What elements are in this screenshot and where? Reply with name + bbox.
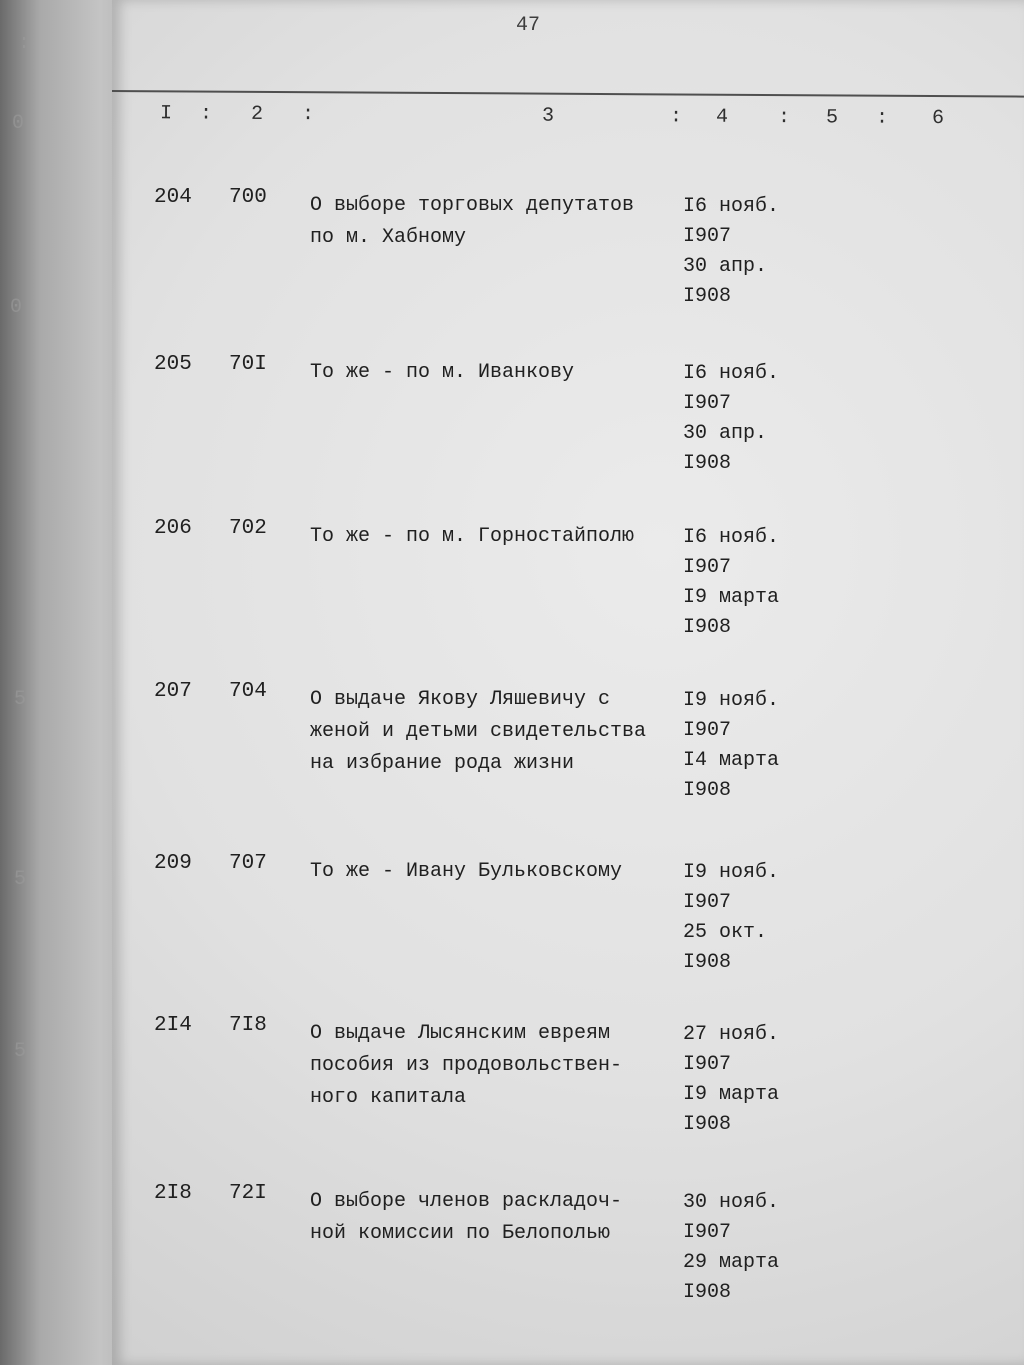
date-line: I9 нояб. [683,689,780,712]
table-row [112,1178,1024,1328]
date-line: I907 [683,1221,732,1244]
record-number: 209 [154,852,192,875]
header-col-5: 5 [825,106,839,130]
header-separator: : [777,106,791,130]
left-ghost-mark: 0 [10,296,23,319]
left-page-strip [0,0,112,1365]
date-line: I907 [683,225,732,248]
record-code: 707 [229,852,267,875]
date-line: I907 [683,719,732,742]
record-code: 702 [229,517,267,540]
record-dates [683,523,828,643]
date-line: I9 марта [683,586,780,609]
table-row [112,349,1024,499]
record-code: 72I [229,1182,267,1205]
record-title: То же - по м. Иванкову [310,361,575,384]
date-line: I908 [683,616,732,639]
record-dates [683,359,828,479]
table-row [112,848,1024,998]
date-line: I9 нояб. [683,861,780,884]
header-separator: : [875,106,889,130]
date-line: I4 марта [683,749,780,772]
record-dates [683,1020,828,1140]
date-line: I908 [683,452,732,475]
header-col-3: 3 [541,104,555,128]
record-dates [683,686,828,806]
record-title: То же - по м. Горностайполю [310,525,635,548]
date-line: 25 окт. [683,921,768,944]
record-number: 206 [154,517,192,540]
left-ghost-mark: 5 [14,868,27,891]
record-title: О выборе членов раскладоч- ной комиссии по Белополью [310,1190,623,1245]
table-row [112,513,1024,663]
record-code: 704 [229,680,267,703]
date-line: I908 [683,1113,732,1136]
date-line: 27 нояб. [683,1023,780,1046]
record-dates [683,1188,828,1308]
left-ghost-mark: 5 [14,1040,27,1063]
date-line: I908 [683,285,732,308]
left-ghost-mark: 0 [12,112,25,135]
date-line: I6 нояб. [683,526,780,549]
date-line: 29 марта [683,1251,780,1274]
page-number: 47 [516,14,541,37]
date-line: 30 нояб. [683,1191,780,1214]
header-col-2: 2 [250,102,264,126]
page [112,0,1024,1365]
date-line: I907 [683,1053,732,1076]
date-line: I6 нояб. [683,195,780,218]
date-line: 30 апр. [683,422,768,445]
record-dates [683,858,828,978]
table-row [112,1010,1024,1160]
record-title: О выборе торговых депутатов по м. Хабному [310,194,635,249]
date-line: I908 [683,1281,732,1304]
date-line: 30 апр. [683,255,768,278]
table-row [112,676,1024,826]
date-line: I9 марта [683,1083,780,1106]
header-separator: : [301,103,315,127]
record-title: То же - Ивану Бульковскому [310,860,623,883]
date-line: I6 нояб. [683,362,780,385]
record-number: 204 [154,186,192,209]
record-number: 207 [154,680,192,703]
table-row [112,182,1024,332]
date-line: I908 [683,951,732,974]
header-col-1: I [159,102,173,126]
date-line: I907 [683,891,732,914]
date-line: I908 [683,779,732,802]
record-title: О выдаче Якову Ляшевичу с женой и детьми свидетельства на избрание рода жизни [310,688,647,775]
record-number: 205 [154,353,192,376]
left-ghost-mark: : [18,32,31,55]
record-number: 2I4 [154,1014,192,1037]
record-code: 700 [229,186,267,209]
date-line: I907 [683,392,732,415]
record-title: О выдаче Лысянским евреям пособия из продовольствен- ного капитала [310,1022,623,1109]
record-code: 70I [229,353,267,376]
record-dates [683,192,828,312]
header-separator: : [199,102,213,126]
header-separator: : [669,105,683,129]
left-ghost-mark: 5 [14,688,27,711]
record-number: 2I8 [154,1182,192,1205]
date-line: I907 [683,556,732,579]
records [112,0,1024,1365]
header-col-4: 4 [715,105,729,129]
record-code: 7I8 [229,1014,267,1037]
header-col-6: 6 [931,107,945,131]
